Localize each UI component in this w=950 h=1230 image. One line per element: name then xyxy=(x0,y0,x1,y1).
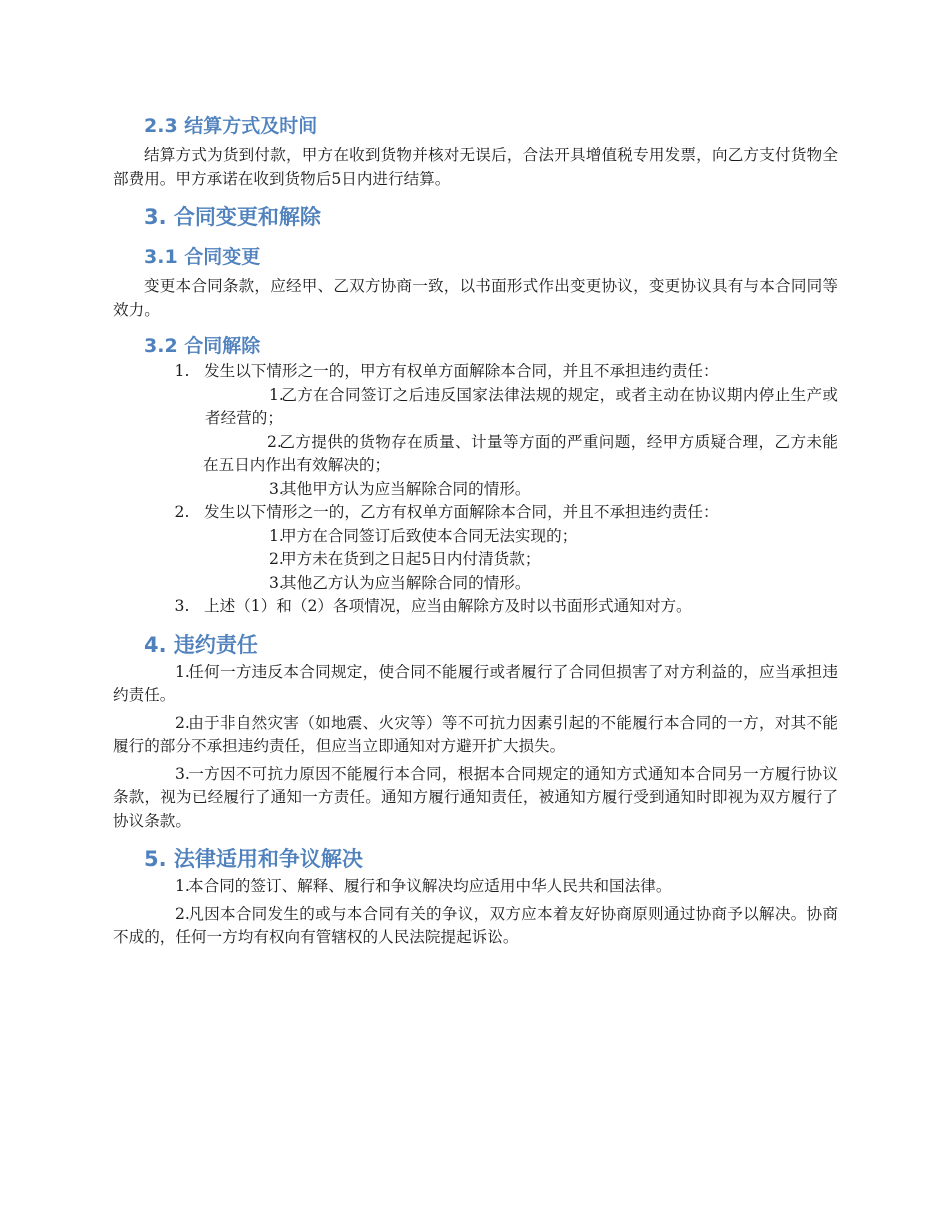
list-item xyxy=(113,875,838,899)
list-item xyxy=(113,478,838,502)
document-content xyxy=(113,112,838,950)
list-text: 任何一方违反本合同规定，使合同不能履行或者履行了合同但损害了对方利益的，应当承担违约责任。 xyxy=(113,662,838,704)
list-item xyxy=(113,903,838,950)
list-item xyxy=(113,360,838,384)
list-text: 乙方提供的货物存在质量、计量等方面的严重问题，经甲方质疑合理，乙方未能在五日内作出有效解决的； xyxy=(203,432,838,474)
list-item xyxy=(113,384,838,431)
list-text: 本合同的签订、解释、履行和争议解决均应适用中华人民共和国法律。 xyxy=(188,877,672,895)
list-text: 乙方在合同签订之后违反国家法律法规的规定，或者主动在协议期内停止生产或者经营的； xyxy=(205,385,838,427)
list-number: 3. xyxy=(175,764,190,783)
list-text: 上述（1）和（2）各项情况，应当由解除方及时以书面形式通知对方。 xyxy=(204,597,692,615)
list-number: 2. xyxy=(175,713,190,732)
heading-3-2: 3.2 合同解除 xyxy=(144,335,261,357)
list-item xyxy=(113,595,838,619)
list-number: 1. xyxy=(175,877,190,895)
list-item xyxy=(113,712,838,759)
list-number: 3. xyxy=(269,479,284,498)
list-text: 发生以下情形之一的，乙方有权单方面解除本合同，并且不承担违约责任： xyxy=(204,503,719,521)
heading-2-3: 2.3 结算方式及时间 xyxy=(144,115,318,137)
list-number: 1. xyxy=(175,662,190,681)
list-number: 2. xyxy=(174,503,190,521)
list-item xyxy=(113,431,838,478)
paragraph-settlement: 结算方式为货到付款，甲方在收到货物并核对无误后，合法开具增值税专用发票，向乙方支付货物全部费用。甲方承诺在收到货物后5日内进行结算。 xyxy=(113,146,838,188)
list-item xyxy=(113,572,838,596)
list-item xyxy=(113,763,838,834)
list-item xyxy=(113,501,838,525)
list-text: 甲方未在货到之日起5日内付清货款； xyxy=(281,550,541,568)
paragraph-contract-change: 变更本合同条款，应经甲、乙双方协商一致，以书面形式作出变更协议，变更协议具有与本合同同等效力。 xyxy=(113,277,838,319)
list-text: 甲方在合同签订后致使本合同无法实现的； xyxy=(281,526,578,545)
list-text: 由于非自然灾害（如地震、火灾等）等不可抗力因素引起的不能履行本合同的一方，对其不能履行的部分不承担违约责任，但应当立即通知对方避开扩大损失。 xyxy=(113,713,838,755)
list-text: 凡因本合同发生的或与本合同有关的争议，双方应本着友好协商原则通过协商予以解决。协商不成的，任何一方均有权向有管辖权的人民法院提起诉讼。 xyxy=(113,904,838,946)
heading-3: 3. 合同变更和解除 xyxy=(144,205,321,229)
list-item xyxy=(113,548,838,572)
list-number: 1. xyxy=(174,362,190,380)
list-number: 1. xyxy=(269,385,284,404)
list-item xyxy=(113,525,838,549)
list-number: 1. xyxy=(269,526,284,545)
heading-4: 4. 违约责任 xyxy=(144,632,258,657)
list-number: 2. xyxy=(269,550,284,568)
list-text: 其他乙方认为应当解除合同的情形。 xyxy=(281,573,531,592)
heading-3-1: 3.1 合同变更 xyxy=(144,246,261,268)
heading-5: 5. 法律适用和争议解决 xyxy=(144,847,363,871)
list-text: 其他甲方认为应当解除合同的情形。 xyxy=(281,479,531,498)
list-number: 3. xyxy=(174,597,190,615)
list-item xyxy=(113,661,838,708)
list-text: 发生以下情形之一的，甲方有权单方面解除本合同，并且不承担违约责任： xyxy=(204,362,719,380)
list-number: 3. xyxy=(269,573,284,592)
list-text: 一方因不可抗力原因不能履行本合同，根据本合同规定的通知方式通知本合同另一方履行协议条款，视为已经履行了通知一方责任。通知方履行通知责任，被通知方履行受到通知时即视为双方履行了协议条款。 xyxy=(113,764,838,830)
list-number: 2. xyxy=(267,432,282,451)
list-number: 2. xyxy=(175,904,190,923)
